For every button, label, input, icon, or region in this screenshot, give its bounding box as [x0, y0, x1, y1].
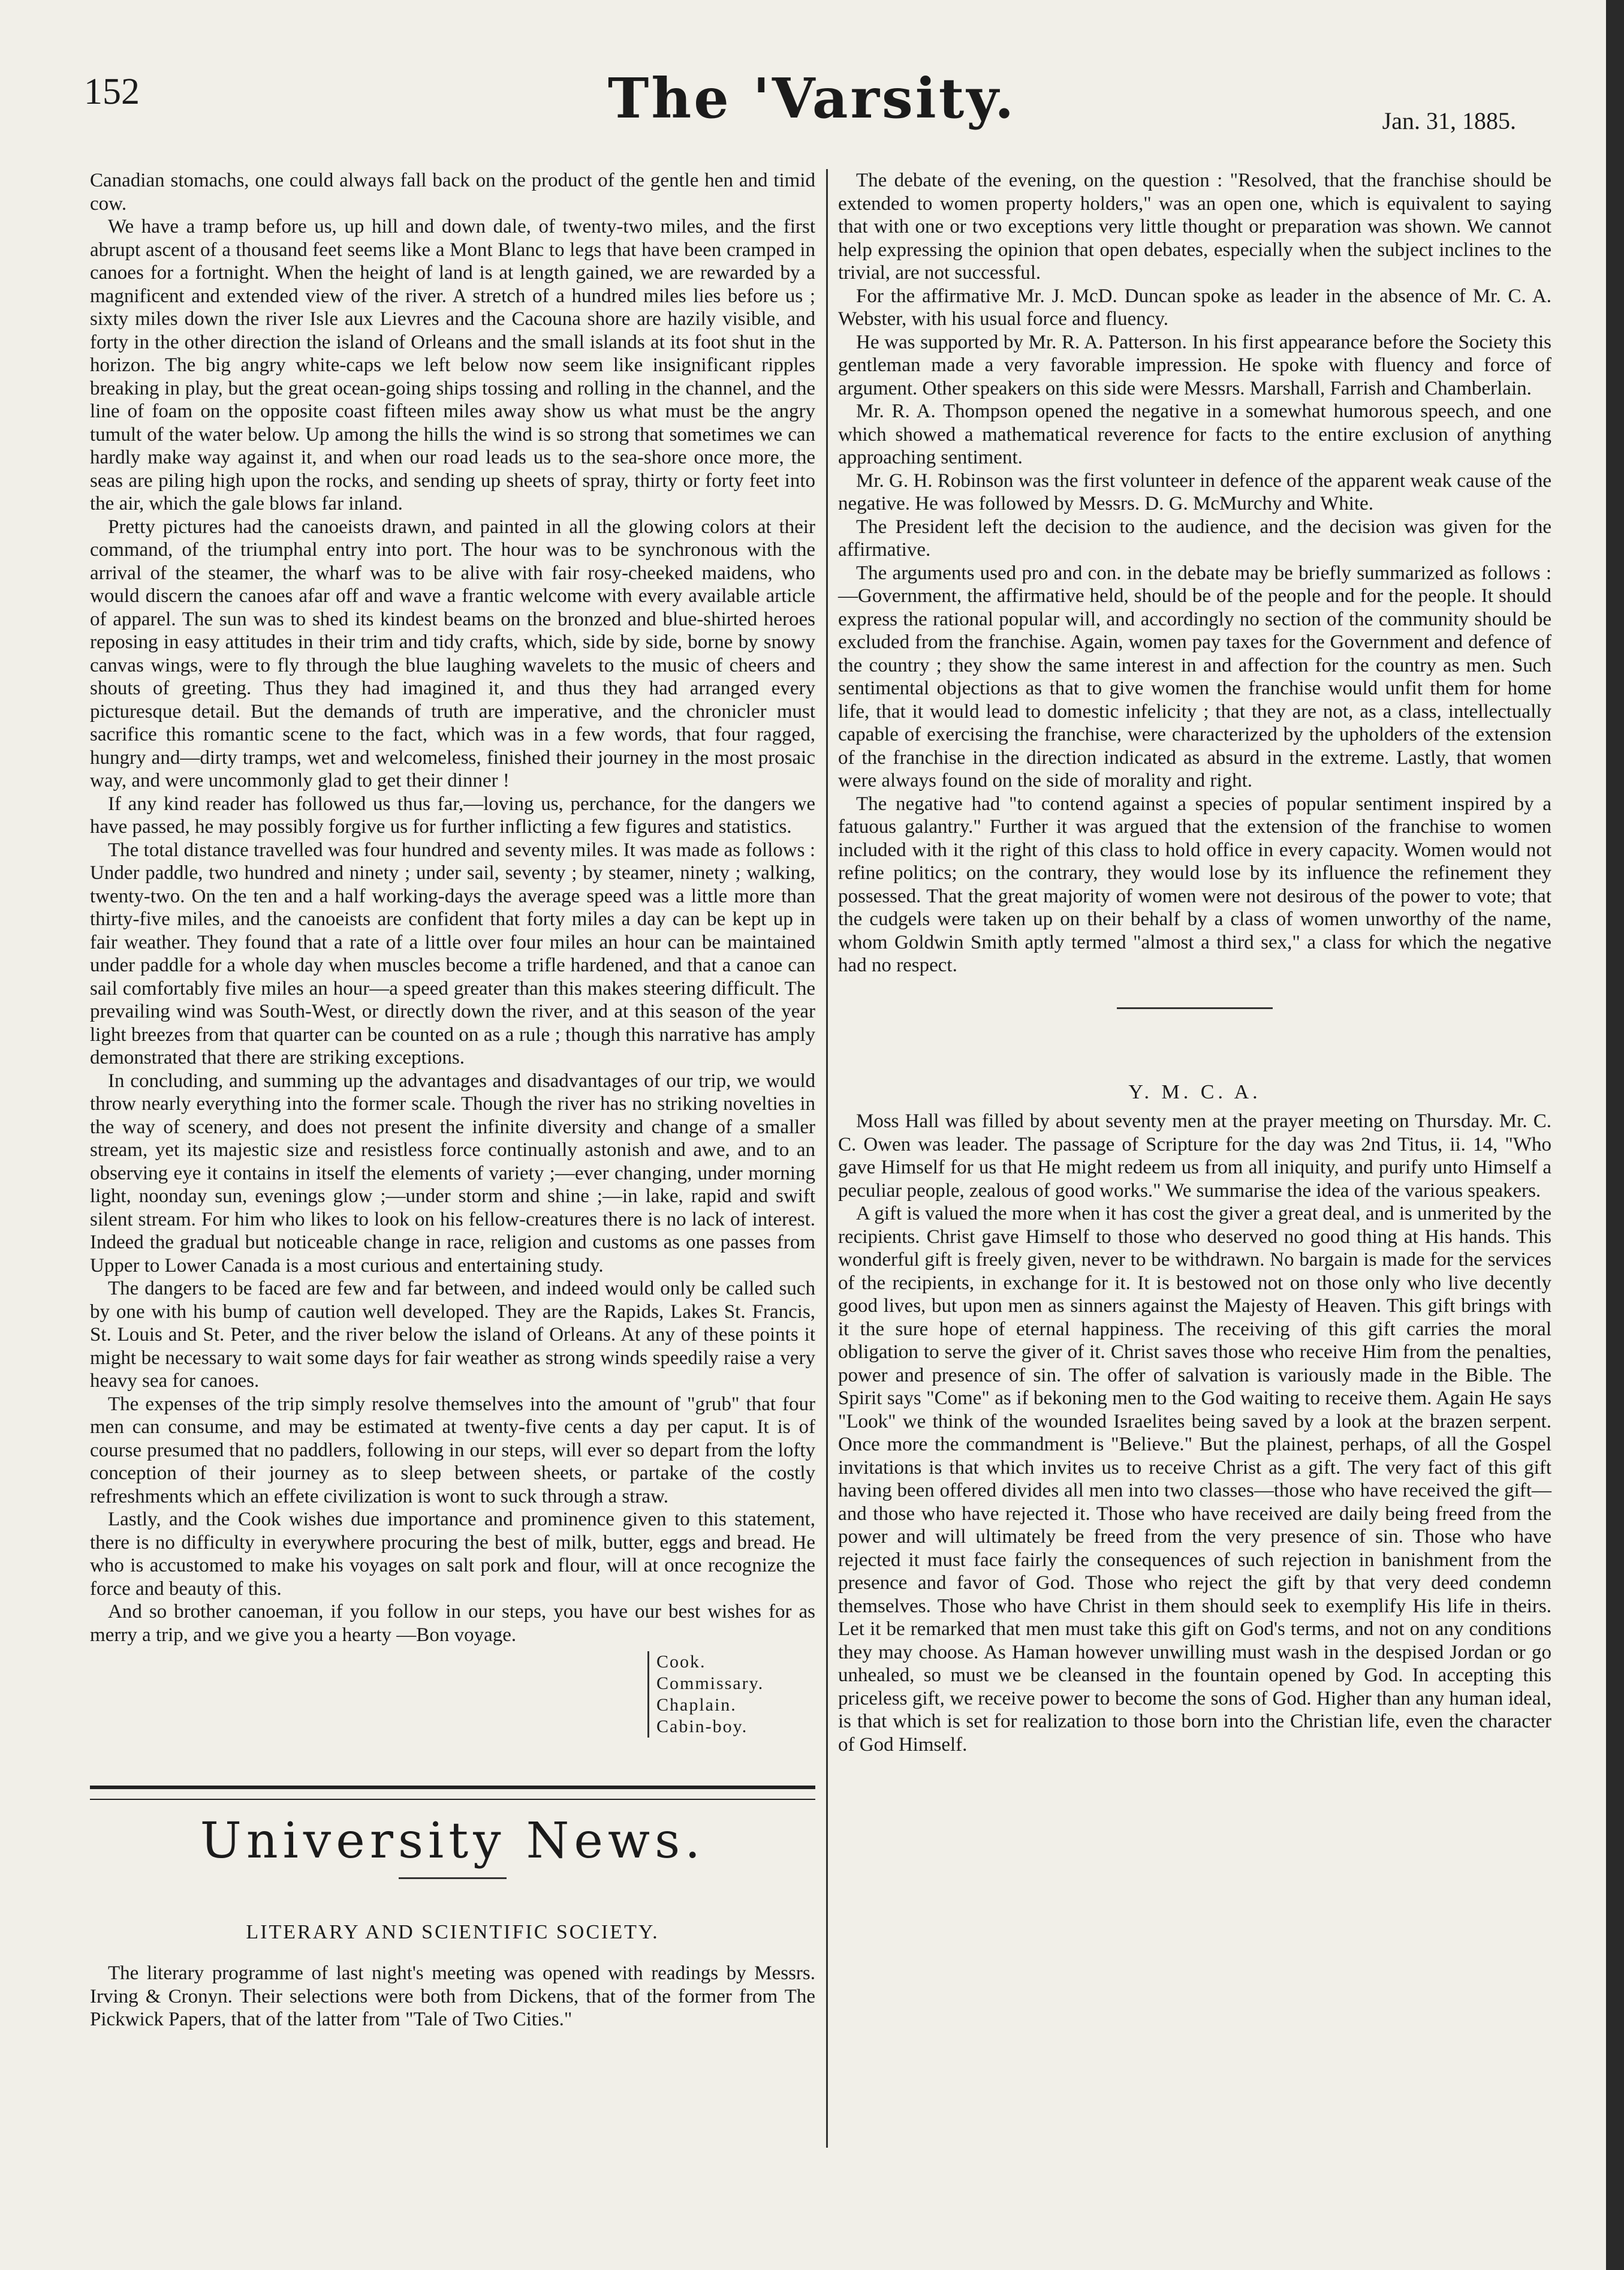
article-paragraph: The literary programme of last night's meeting was opened with readings by Messrs. Irving & Cronyn. Their selections were both from Dickens, that of the former from The Pickwick Papers, that of the latter from "Tale of Two Cities." [90, 1962, 815, 2030]
article-paragraph: For the affirmative Mr. J. McD. Duncan spoke as leader in the absence of Mr. C. A. Webster, with his usual force and fluency. [838, 285, 1551, 330]
article-paragraph: We have a tramp before us, up hill and down dale, of twenty-two miles, and the first abrupt ascent of a thousand feet seems like a Mont Blanc to legs that have been cramped in canoes for a fortnight. When the height of land is at length gained, we are rewarded by a magnificent and extended view of the river. A stretch of a hundred miles lies before us ; sixty miles down the river Isle aux Lievres and the Cacouna shore are hazily visible, and forty in the other direction the island of Orleans and the small islands at its foot shut in the horizon. The big angry white-caps we left below now seem like insignificant ripples breaking in play, but the great ocean-going ships tossing and rolling in the channel, and the line of foam on the opposite coast fifteen miles away show us what must be the angry tumult of the water below. Up among the hills the wind is so strong that sometimes we can hardly make way against it, and when our road leads us to the sea-shore once more, the seas are piling high upon the rocks, and sending up sheets of spray, thirty or forty feet into the air, which the gale blows far inland. [90, 216, 815, 514]
short-rule [1117, 1007, 1273, 1009]
article-paragraph: The President left the decision to the audience, and the decision was given for the affirmative. [838, 516, 1551, 561]
article-paragraph: The debate of the evening, on the question : "Resolved, that the franchise should be extended to women property holders," was an open one, which is equivalent to saying that with one or two exceptions very little thought or preparation was shown. We cannot help expressing the opinion that open debates, especially when the subject inclines to the trivial, are not successful. [838, 170, 1551, 284]
article-paragraph: The negative had "to contend against a species of popular sentiment inspired by a fatuous galantry." Further it was argued that the extension of the franchise to women included with it the right of this class to hold office in every capacity. Women would not refine politics; on the contrary, they would lose by its influence the refinement they possessed. That the great majority of women were not desirous of the power to vote; that the cudgels were taken up on their behalf by a class of women unworthy of the name, whom Goldwin Smith aptly termed "almost a third sex," a class for which the negative had no respect. [838, 793, 1551, 976]
subheading: LITERARY AND SCIENTIFIC SOCIETY. [246, 1920, 659, 1943]
article-paragraph: Mr. R. A. Thompson opened the negative in a somewhat humorous speech, and one which showed a mathematical reverence for facts to the entire exclusion of anything approaching sentiment. [838, 401, 1551, 468]
left-column [90, 169, 815, 2031]
signoff-line: Cabin-boy. [656, 1717, 748, 1736]
page-edge [1606, 0, 1624, 2270]
article-paragraph: Pretty pictures had the canoeists drawn, and painted in all the glowing colors at their command, of the triumphal entry into port. The hour was to be synchronous with the arrival of the steamer, the wharf was to be alive with fair rosy-cheeked maidens, who would discern the canoes afar off and wave a frantic welcome with every available article of apparel. The sun was to shed its kindest beams on the bronzed and blue-shirted heroes reposing in easy attitudes in their trim and tidy crafts, which, side by side, borne by snowy canvas wings, were to fly through the blue laughing wavelets to the music of cheers and shouts of greeting. Thus they had imagined it, and thus they had arranged every picturesque detail. But the demands of truth are imperative, and the chronicler must sacrifice this romantic scene to the fact, which was in a few words, that four ragged, hungry and—dirty tramps, wet and welcomeless, finished their journey in the most prosaic way, and were uncommonly glad to get their dinner ! [90, 516, 815, 791]
signoff-line: Cook. [656, 1652, 706, 1672]
section-divider [90, 1786, 815, 1800]
masthead-title: The 'Varsity. [607, 66, 1017, 131]
article-paragraph: A gift is valued the more when it has cost the giver a great deal, and is unmerited by the recipients. Christ gave Himself to those who deserved no good thing at His hands. This wonderful gift is freely given, never to be withdrawn. No bargain is made for the services of the recipients, in exchange for it. It is bestowed not on those only who live decently good lives, but upon men as sinners against the Majesty of Heaven. This gift brings with it the sure hope of eternal happiness. The receiving of this gift carries the moral obligation to serve the giver of it. Christ saves those who receive Him from the penalties, power and presence of sin. The offer of salvation is variously made in the Bible. The Spirit says "Come" as if bekoning men to the God waiting to receive them. Again He says "Look" we think of the wounded Israelites being saved by a look at the brazen serpent. Once more the commandment is "Believe." But the plainest, perhaps, of all the Gospel invitations is that which invites us to receive Christ as a gift. The very fact of this gift having been offered divides all men into two classes—those who have received the gift—and those who have rejected it. Those who have received are daily being freed from the power and will ultimately be freed from the very presence of sin. Those who have rejected it must face fairly the consequences of such rejection in banishment from the presence and favor of God. Those who reject the gift by that very deed condemn themselves. Those who have Christ in them should seek to exemplify His life in theirs. Let it be remarked that men must take this gift on God's terms, and not on any conditions they may choose. As Haman however unwilling must wash in the despised Jordan or go unhealed, so must we be cleansed in the fountain opened by God. In accepting this priceless gift, we receive power to become the sons of God. Higher than any human ideal, is that which is set for realization to those born into the Christian life, even the character of God Himself. [838, 1203, 1551, 1756]
article-paragraph: The total distance travelled was four hundred and seventy miles. It was made as follows : Under paddle, two hundred and ninety ; under sail, seventy ; by steamer, ninety ; walking, twenty-two. On the ten and a half working-days the average speed was a little more than thirty-five miles, and the canoeists are confident that forty miles a day can be kept up in fair weather. They found that a rate of a little over four miles an hour can be maintained under paddle for a whole day when muscles become a trifle hardened, and that a canoe can sail comfortably five miles an hour—a speed greater than this makes steering difficult. The prevailing wind was South-West, or directly down the river, and at this season of the year light breezes from that quarter can be counted on as a rule ; though this narrative has amply demonstrated that there are striking exceptions. [90, 839, 815, 1068]
author-signoff [647, 1651, 815, 1738]
article-paragraph: The arguments used pro and con. in the debate may be briefly summarized as follows :—Government, the affirmative held, should be of the people and for the people. It should express the rational popular will, and accordingly no section of the community should be excluded from the franchise. Again, women pay taxes for the Government and defence of the country ; they show the same interest in and affection for the country as men. Such sentimental objections as that to give women the franchise would unfit them for home life, that it would lead to domestic infelicity ; that they are not, as a class, intellectually capable of exercising the franchise, were characterized by the upholders of the extension of the franchise in the direction indicated as absurd in the extreme. Lastly, that women were always found on the side of morality and right. [838, 562, 1551, 791]
ymca-heading: Y. M. C. A. [1128, 1080, 1261, 1103]
signoff-line: Commissary. [656, 1673, 764, 1693]
short-rule [399, 1877, 507, 1879]
article-paragraph: Canadian stomachs, one could always fall back on the product of the gentle hen and timid cow. [90, 170, 815, 215]
section-title: University News. [200, 1813, 706, 1869]
signoff-line: Chaplain. [656, 1695, 737, 1715]
article-paragraph: If any kind reader has followed us thus far,—loving us, perchance, for the dangers we have passed, he may possibly forgive us for further inflicting a few figures and statistics. [90, 793, 815, 838]
column-rule [826, 169, 828, 2148]
article-paragraph: He was supported by Mr. R. A. Patterson. In his first appearance before the Society this gentleman made a very favorable impression. He spoke with fluency and force of argument. Other speakers on this side were Messrs. Marshall, Farrish and Chamberlain. [838, 331, 1551, 399]
article-paragraph: The dangers to be faced are few and far between, and indeed would only be called such by one with his bump of caution well developed. They are the Rapids, Lakes St. Francis, St. Louis and St. Peter, and the river below the island of Orleans. At any of these points it might be necessary to wait some days for fair weather as strong winds speedily raise a very heavy sea for canoes. [90, 1278, 815, 1392]
article-paragraph: Lastly, and the Cook wishes due importance and prominence given to this statement, there is no difficulty in everywhere procuring the best of milk, butter, eggs and bread. He who is accustomed to make his voyages on salt pork and flour, will at once recognize the force and beauty of this. [90, 1509, 815, 1600]
issue-date: Jan. 31, 1885. [1382, 107, 1516, 134]
article-paragraph: The expenses of the trip simply resolve themselves into the amount of "grub" that four men can consume, and may be estimated at twenty-five cents a day per caput. It is of course presumed that no paddlers, following in our steps, will ever so depart from the lofty conception of their journey as to sleep between sheets, or partake of the costly refreshments which an effete civilization is wont to suck through a straw. [90, 1393, 815, 1507]
article-paragraph: And so brother canoeman, if you follow in our steps, you have our best wishes for as merry a trip, and we give you a hearty —Bon voyage. [90, 1601, 815, 1646]
article-paragraph: In concluding, and summing up the advantages and disadvantages of our trip, we would throw nearly everything into the former scale. Though the river has no striking novelties in the way of scenery, and does not present the infinite diversity and change of a smaller stream, yet its majestic size and resistless force continually astonish and awe, and to an observing eye it contains in itself the elements of variety ;—ever changing, under morning light, noonday sun, evenings glow ;—under storm and shine ;—in lake, rapid and swift silent stream. For him who likes to look on his fellow-creatures there is no lack of interest. Indeed the gradual but noticeable change in race, religion and customs as one passes from Upper to Lower Canada is a most curious and entertaining study. [90, 1070, 815, 1277]
page-header [0, 0, 1624, 156]
right-column [838, 169, 1551, 1756]
page-number: 152 [84, 71, 140, 112]
article-paragraph: Moss Hall was filled by about seventy men at the prayer meeting on Thursday. Mr. C. C. Owen was leader. The passage of Scripture for the day was 2nd Titus, ii. 14, "Who gave Himself for us that He might redeem us from all iniquity, and purify unto Himself a peculiar people, zealous of good works." We summarise the idea of the various speakers. [838, 1110, 1551, 1202]
article-paragraph: Mr. G. H. Robinson was the first volunteer in defence of the apparent weak cause of the negative. He was followed by Messrs. D. G. McMurchy and White. [838, 469, 1551, 514]
